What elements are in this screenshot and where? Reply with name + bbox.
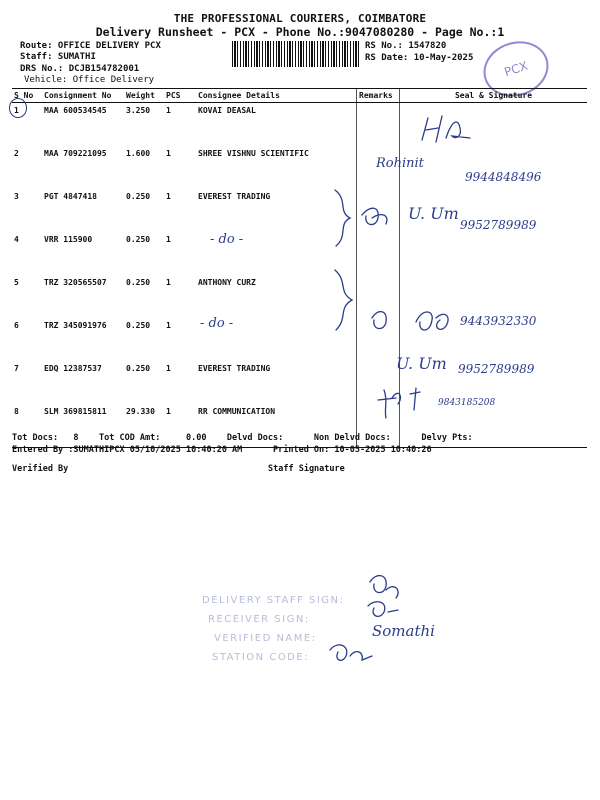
row-sno: 7	[14, 364, 19, 373]
handwritten-sig-row3: U. Um	[408, 204, 459, 223]
col-remarks: Remarks	[357, 89, 400, 103]
handwritten-phone-row7: 9952789989	[458, 362, 535, 376]
row-sno: 2	[14, 149, 19, 158]
row-weight: 0.250	[126, 364, 151, 373]
row-pcs: 1	[166, 192, 171, 201]
row-pcs: 1	[166, 321, 171, 330]
row-consignment: TRZ 320565507	[44, 278, 107, 287]
row-sno: 6	[14, 321, 19, 330]
row-consignee: RR COMMUNICATION	[196, 404, 357, 448]
col-consignment: Consignment No	[42, 89, 124, 103]
row-sno: 5	[14, 278, 19, 287]
row-consignment: EDQ 12387537	[44, 364, 102, 373]
totals-line: Tot Docs: 8 Tot COD Amt: 0.00 Delvd Docs: Non Delvd Docs: Delvy Pts:	[12, 433, 473, 443]
col-sno: S No	[12, 89, 42, 103]
rs-date: RS Date: 10-May-2025	[365, 53, 474, 63]
row-weight: 0.250	[126, 278, 151, 287]
row-weight: 29.330	[124, 404, 164, 448]
pcx-stamp: PCX	[476, 33, 555, 105]
col-pcs: PCS	[164, 89, 196, 103]
row-pcs: 1	[164, 404, 196, 448]
row-consignee: KOVAI DEASAL	[198, 106, 256, 115]
col-consignee: Consignee Details	[196, 89, 357, 103]
handwritten-name-row2: Rohinit	[376, 156, 424, 171]
row-consignee: EVEREST TRADING	[198, 364, 271, 373]
ditto-mark-row6: - do -	[200, 316, 234, 331]
row-weight: 3.250	[126, 106, 151, 115]
handwritten-phone-row8: 9843185208	[438, 398, 496, 408]
row-consignment: PGT 4847418	[44, 192, 97, 201]
rs-number: RS No.: 1547820	[365, 41, 447, 51]
faint-line-4: STATION CODE:	[212, 652, 310, 663]
row-consignment: MAA 600534545	[44, 106, 107, 115]
row-weight: 0.250	[126, 192, 151, 201]
sig-scribble-2	[368, 602, 398, 617]
row-weight: 0.250	[126, 235, 151, 244]
handwritten-phone-row4: 9952789989	[460, 218, 537, 232]
sig-scribble-1	[370, 576, 398, 598]
company-name: THE PROFESSIONAL COURIERS, COIMBATORE	[173, 12, 427, 25]
sig-scribble-3	[330, 645, 372, 660]
col-weight: Weight	[124, 89, 164, 103]
row-sno: 3	[14, 192, 19, 201]
drs-label: DRS No.: DCJB154782001	[20, 64, 140, 74]
handwritten-sig-row7: U. Um	[396, 354, 447, 373]
handwritten-phone-row2: 9944848496	[465, 170, 542, 184]
ditto-mark-row4: - do -	[210, 232, 244, 247]
handwritten-staff-name: Somathi	[372, 622, 435, 640]
runsheet-title: Delivery Runsheet - PCX - Phone No.:9047080280 - Page No.:1	[95, 25, 505, 39]
row-sno: 4	[14, 235, 19, 244]
row-consignment: MAA 709221095	[44, 149, 107, 158]
row-consignee: ANTHONY CURZ	[198, 278, 256, 287]
row-sno: 1	[14, 106, 19, 115]
staff-signature-label: Staff Signature	[268, 464, 345, 474]
row-pcs: 1	[166, 149, 171, 158]
entered-by-line: Entered By :SUMATHIPCX 05/10/2025 10:40:20 AM Printed On: 10-05-2025 10:40:26	[12, 445, 432, 455]
row-weight: 1.600	[126, 149, 151, 158]
row-pcs: 1	[166, 235, 171, 244]
faint-line-2: RECEIVER SIGN:	[208, 614, 310, 625]
row-consignment: TRZ 345091976	[44, 321, 107, 330]
faint-line-3: VERIFIED NAME:	[214, 633, 317, 644]
row-sno: 8	[12, 404, 42, 448]
row-consignment: VRR 115900	[44, 235, 93, 244]
row-pcs: 1	[166, 106, 171, 115]
row-consignee: SHREE VISHNU SCIENTIFIC	[198, 149, 309, 158]
handwritten-phone-row6: 9443932330	[460, 314, 537, 328]
faint-line-1: DELIVERY STAFF SIGN:	[202, 595, 345, 606]
col-seal: Seal & Signature	[400, 89, 588, 103]
route-label: Route: OFFICE DELIVERY PCX	[20, 41, 161, 51]
row-consignment: SLM 369815811	[42, 404, 124, 448]
row-consignee: EVEREST TRADING	[198, 192, 271, 201]
staff-label: Staff: SUMATHI	[20, 52, 96, 62]
row-pcs: 1	[166, 278, 171, 287]
row-pcs: 1	[166, 364, 171, 373]
verified-by-label: Verified By	[12, 464, 69, 474]
vehicle-label: Vehicle: Office Delivery	[24, 75, 155, 85]
row-weight: 0.250	[126, 321, 151, 330]
